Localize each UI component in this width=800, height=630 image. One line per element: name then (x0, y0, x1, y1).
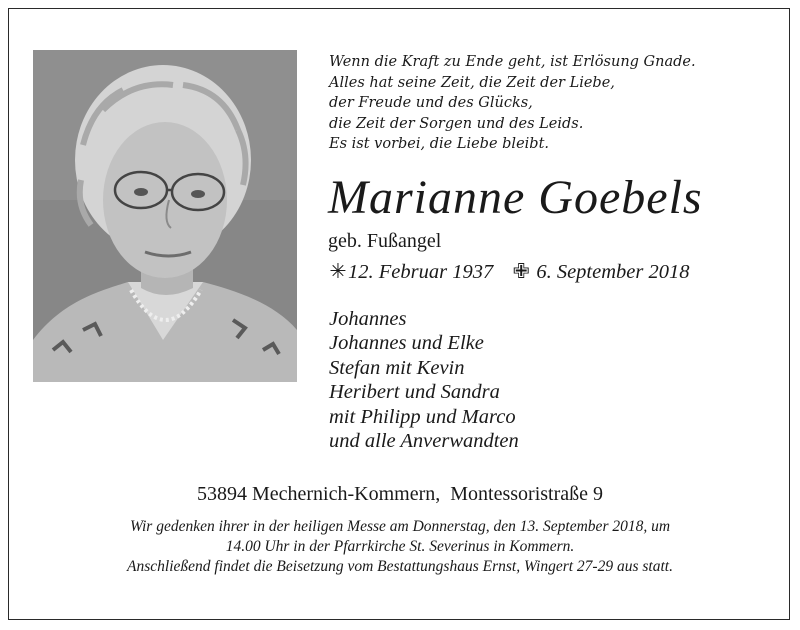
life-dates (328, 259, 689, 285)
poem-line: die Zeit der Sorgen und des Leids. (329, 115, 584, 132)
mourner-line: mit Philipp und Marco (329, 405, 516, 428)
notice-line: 14.00 Uhr in der Pfarrkirche St. Severinus in Kommern. (225, 538, 575, 555)
mourners-list (329, 307, 519, 453)
deceased-name: Marianne Goebels (328, 171, 703, 224)
notice-line: Anschließend findet die Beisetzung vom Bestattungshaus Ernst, Wingert 27-29 aus statt. (127, 558, 673, 575)
poem-line: der Freude und des Glücks, (329, 95, 533, 111)
mourner-line: und alle Anverwandten (329, 430, 519, 453)
mourner-line: Heribert und Sandra (329, 381, 500, 404)
portrait-photo (33, 50, 297, 382)
poem (329, 52, 779, 155)
birth-star-icon: ✳ (329, 261, 347, 283)
mourner-line: Stefan mit Kevin (329, 356, 465, 379)
death-date: 6. September 2018 (536, 261, 690, 283)
birth-name: geb. Fußangel (328, 230, 442, 252)
service-notice (20, 517, 780, 577)
poem-line: Wenn die Kraft zu Ende geht, ist Erlösung Gnade. (329, 54, 696, 70)
address: 53894 Mechernich-Kommern, Montessoristraße 9 (196, 483, 603, 505)
death-cross-icon: ✙ (512, 261, 530, 283)
mourner-line: Johannes (329, 308, 407, 330)
poem-line: Es ist vorbei, die Liebe bleibt. (329, 136, 550, 152)
birth-date: 12. Februar 1937 (348, 261, 494, 283)
notice-line: Wir gedenken ihrer in der heiligen Messe am Donnerstag, den 13. September 2018, um (129, 518, 671, 535)
poem-line: Alles hat seine Zeit, die Zeit der Liebe, (329, 74, 615, 91)
mourner-line: Johannes und Elke (329, 332, 484, 355)
